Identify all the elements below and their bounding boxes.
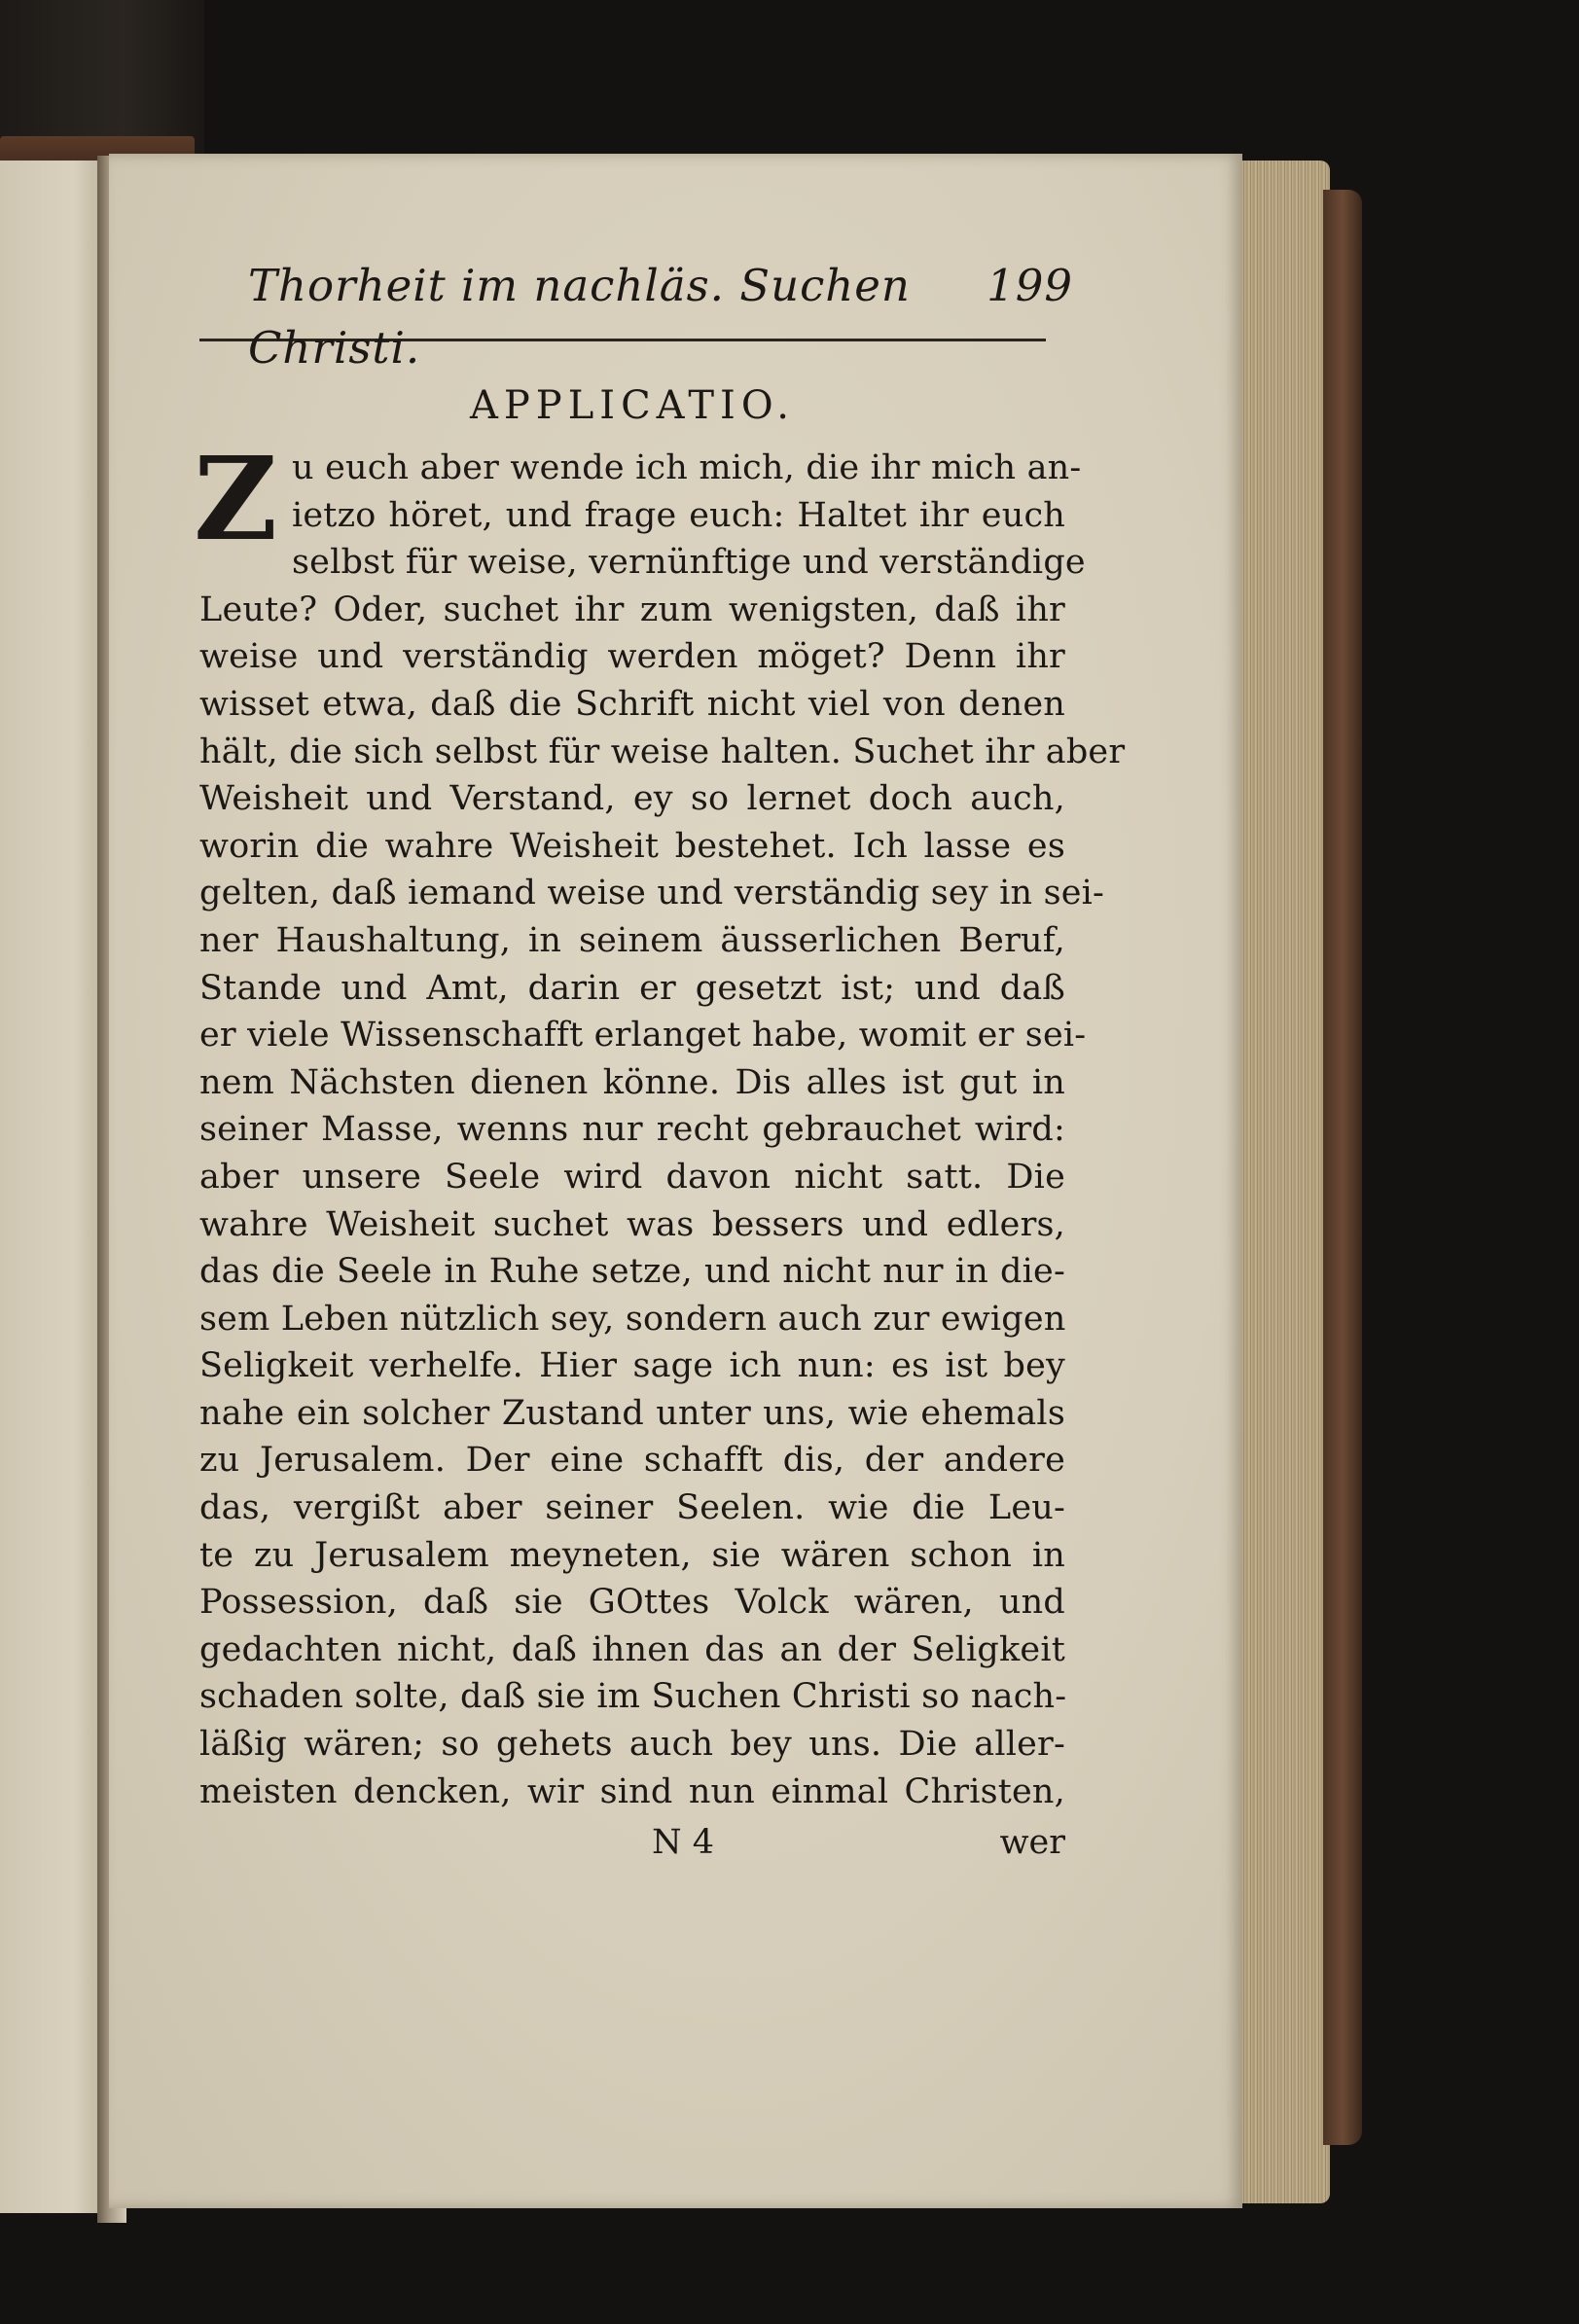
page-footer [199, 1817, 1065, 1868]
running-head-title: Thorheit im nachläs. Suchen Christi. [248, 260, 911, 374]
text-line: zu Jerusalem. Der eine schafft dis, der andere [199, 1441, 1065, 1481]
text-line: te zu Jerusalem meyneten, sie wären schon in [199, 1535, 1065, 1575]
catchword: wer [999, 1823, 1065, 1863]
text-line: wahre Weisheit suchet was bessers und edlers, [199, 1204, 1065, 1244]
text-line: worin die wahre Weisheit bestehet. Ich lasse es [199, 826, 1065, 866]
text-line: läßig wären; so gehets auch bey uns. Die aller- [199, 1725, 1065, 1765]
text-line: gelten, daß iemand weise und verständig sey in sei- [199, 874, 1105, 913]
page-content [194, 255, 1126, 1868]
text-line: Seligkeit verhelfe. Hier sage ich nun: es ist bey [199, 1346, 1065, 1386]
text-line: seiner Masse, wenns nur recht gebrauchet wird: [199, 1110, 1065, 1150]
text-line: nem Nächsten dienen könne. Dis alles ist gut in [199, 1062, 1065, 1102]
page-block-edges [1238, 161, 1330, 2203]
text-line: wisset etwa, daß die Schrift nicht viel von denen [199, 684, 1065, 724]
text-line: hält, die sich selbst für weise halten. Suchet ihr aber [199, 732, 1126, 771]
text-line: gedachten nicht, daß ihnen das an der Seligkeit [199, 1629, 1065, 1669]
text-line: u euch aber wende ich mich, die ihr mich an- [292, 448, 1082, 487]
text-line: selbst für weise, vernünftige und verständige [292, 543, 1086, 583]
text-line: Weisheit und Verstand, ey so lernet doch auch, [199, 779, 1065, 819]
text-line: Possession, daß sie GOttes Volck wären, und [199, 1583, 1065, 1623]
text-line: ietzo höret, und frage euch: Haltet ihr euch [292, 495, 1065, 535]
page-number: 199 [987, 260, 1073, 311]
text-line: schaden solte, daß sie im Suchen Christi so nach- [199, 1677, 1067, 1717]
text-line: ner Haushaltung, in seinem äusserlichen Beruf, [199, 920, 1065, 960]
back-cover-edge [1323, 190, 1362, 2145]
text-line: das die Seele in Ruhe setze, und nicht nur in die- [199, 1252, 1065, 1292]
running-head [199, 255, 1073, 374]
body-text [194, 431, 1126, 1815]
text-line: weise und verständig werden möget? Denn ihr [199, 637, 1065, 677]
section-heading: APPLICATIO. [469, 383, 796, 428]
text-line: Leute? Oder, suchet ihr zum wenigsten, daß ihr [199, 590, 1065, 629]
left-page-edge [0, 161, 105, 2213]
text-line: er viele Wissenschafft erlanget habe, womit er sei- [199, 1016, 1087, 1055]
text-line: meisten dencken, wir sind nun einmal Christen, [199, 1771, 1065, 1811]
signature-mark: N 4 [652, 1823, 715, 1863]
text-line: das, vergißt aber seiner Seelen. wie die Leu- [199, 1488, 1065, 1528]
text-line: Stande und Amt, darin er gesetzt ist; und daß [199, 968, 1065, 1008]
text-line: sem Leben nützlich sey, sondern auch zur ewigen [199, 1299, 1066, 1339]
text-line: nahe ein solcher Zustand unter uns, wie ehemals [199, 1393, 1065, 1433]
text-line: aber unsere Seele wird davon nicht satt. Die [199, 1157, 1065, 1197]
drop-cap: Z [194, 431, 278, 566]
